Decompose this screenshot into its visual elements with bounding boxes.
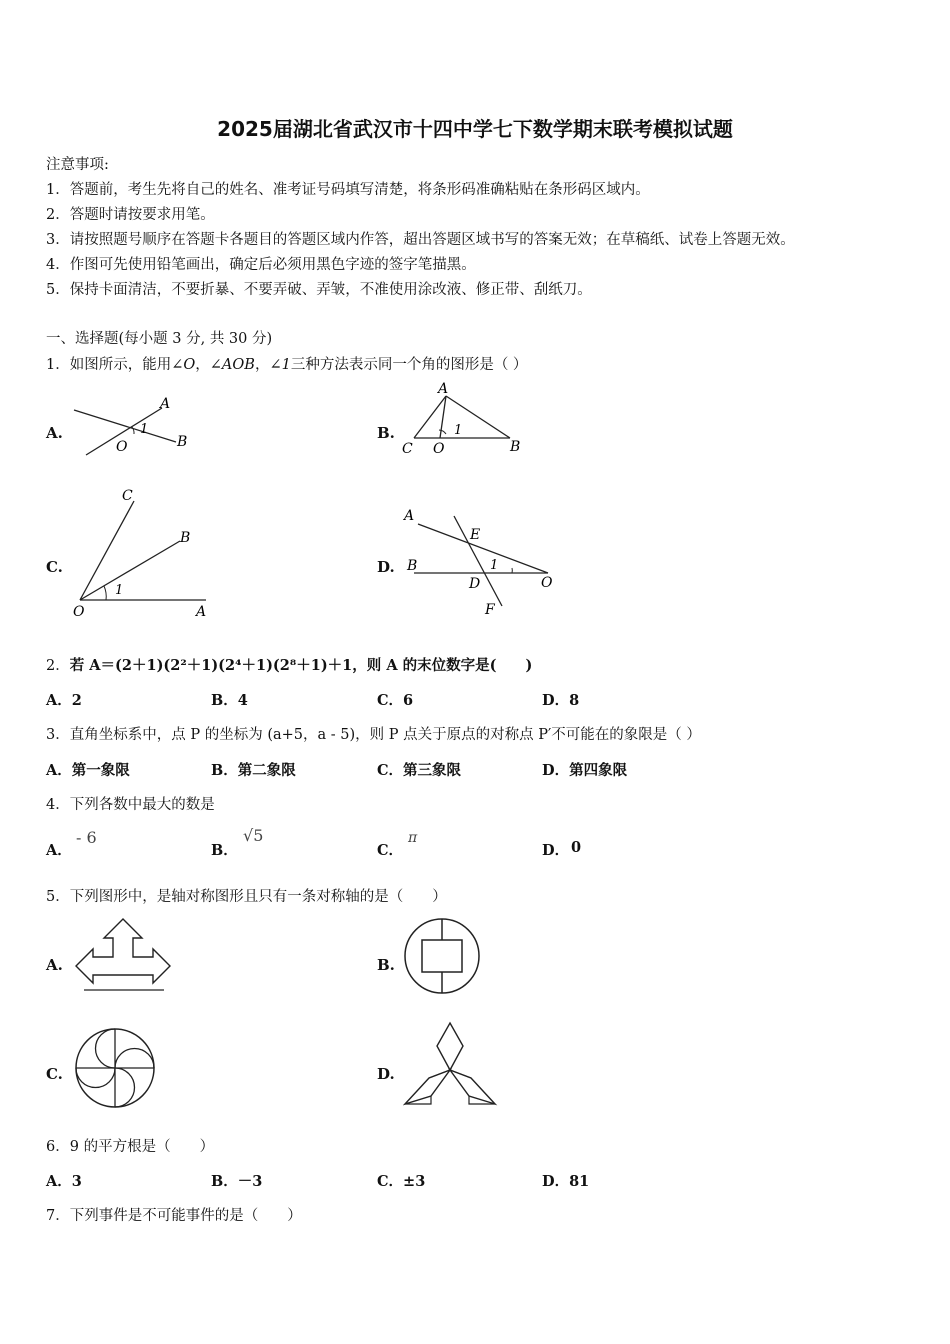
point-label-o: O [433,441,445,457]
question-5 [46,885,447,906]
question-number: 5． [46,889,70,905]
q2-option-c: C．6 [377,692,414,709]
point-label-o: O [116,439,128,455]
q4-option-b-value: √5 [243,826,264,845]
q3-option-c: C．第三象限 [377,762,462,779]
q3-option-b: B．第二象限 [211,762,296,779]
q4-option-d-label: D． [542,842,570,859]
question-text: 直角坐标系中，点 P 的坐标为 (a+5，a - 5)，则 P 点关于原点的对称点 P′不可能在的象限是（ ） [69,727,701,743]
notice-item: 3．请按照题号顺序在答题卡各题目的答题区域内作答，超出答题区域书写的答案无效；在草稿纸、试卷上答题无效。 [46,232,795,248]
separator: ， [195,357,210,373]
point-label-o: O [73,604,85,620]
swirl-arc [115,1068,135,1107]
question-text: 9 的平方根是（ ） [69,1139,215,1155]
point-label-o: O [541,575,553,591]
question-1 [46,353,527,374]
q4-option-a-value: - 6 [76,828,97,847]
question-number: 3． [46,727,70,743]
separator: ， [254,357,270,373]
rhombus-left [405,1070,450,1104]
option-b-label: B. [377,956,395,974]
question-4 [46,793,215,814]
point-label-c: C [122,488,133,504]
question-number: 2． [46,658,70,674]
question-number: 1． [46,357,70,373]
angle-label-1: 1 [454,423,463,438]
point-label-a: A [160,396,171,412]
figure-q5-c [73,1026,157,1110]
option-c-label: C. [46,558,63,576]
angle-o: ∠O [171,357,196,373]
question-text: 若 A＝(2＋1)(2²＋1)(2⁴＋1)(2⁸＋1)＋1，则 A 的末位数字是( ) [69,657,533,674]
question-text: 下列事件是不可能事件的是（ ） [69,1208,302,1224]
question-2 [46,654,532,675]
option-a-label: A. [46,424,63,442]
point-label-b: B [407,558,418,574]
option-d-label: D. [377,1065,395,1083]
q2-option-a: A．2 [46,692,82,709]
q2-option-d: D．8 [542,692,580,709]
q6-option-c: C．±3 [377,1173,426,1190]
ray-ob [80,541,180,600]
q2-option-b: B．4 [211,692,248,709]
notice-item: 1．答题前，考生先将自己的姓名、准考证号码填写清楚，将条形码准确粘贴在条形码区域内。 [46,182,650,198]
figure-q1-b [398,380,528,460]
figure-q5-b [402,914,484,998]
point-label-a: A [438,381,449,397]
arrow-shape [76,919,170,983]
q3-option-a: A．第一象限 [46,762,130,779]
figure-q1-d [398,500,563,620]
q6-option-b: B．－3 [211,1173,263,1190]
swirl-arc [76,1068,115,1088]
angle-arc [132,427,134,434]
angle-aob: ∠AOB [209,357,255,373]
option-b-label: B. [377,424,395,442]
question-6 [46,1135,214,1156]
q6-option-a: A．3 [46,1173,82,1190]
figure-q1-a [70,390,200,465]
angle-label-1: 1 [115,583,124,598]
ray-oc [80,501,134,600]
figure-q1-c [70,485,215,620]
angle-label-1: 1 [140,422,149,437]
rhombus-right [450,1070,495,1104]
question-text: 下列各数中最大的数是 [69,797,215,813]
angle-1: ∠1 [269,357,291,373]
line-ob [74,410,176,442]
point-label-e: E [470,527,481,543]
section-heading: 一、选择题(每小题 3 分, 共 30 分) [46,331,273,347]
question-number: 6． [46,1139,70,1155]
point-label-b: B [510,439,521,455]
notice-heading: 注意事项: [46,157,109,173]
q4-option-a-label: A． [46,842,72,859]
angle-label-1: 1 [490,558,499,573]
option-c-label: C. [46,1065,63,1083]
question-text: 三种方法表示同一个角的图形是（ ） [290,357,528,373]
q3-option-d: D．第四象限 [542,762,628,779]
q4-option-d-value: 0 [571,839,582,856]
notice-item: 4．作图可先使用铅笔画出，确定后必须用黑色字迹的签字笔描黑。 [46,257,476,273]
option-d-label: D. [377,558,395,576]
angle-arc [104,586,106,600]
question-number: 4． [46,797,70,813]
point-label-a: A [196,604,207,620]
swirl-arc [96,1029,116,1068]
question-text: 下列图形中，是轴对称图形且只有一条对称轴的是（ ） [69,889,447,905]
figure-q5-d [403,1020,499,1110]
point-label-a: A [404,508,415,524]
point-label-c: C [402,441,413,457]
question-number: 7． [46,1208,70,1224]
point-label-b: B [177,434,188,450]
question-text: 如图所示，能用 [69,357,172,373]
line-ao [418,524,548,573]
point-label-f: F [485,602,495,618]
q6-option-d: D．81 [542,1173,590,1190]
question-3 [46,723,701,744]
notice-item: 5．保持卡面清洁，不要折暴、不要弄破、弄皱，不准使用涂改液、修正带、刮纸刀。 [46,282,592,298]
rhombus-top [437,1023,463,1070]
swirl-arc [115,1049,154,1069]
q4-option-c-label: C． [377,842,404,859]
q4-option-b-label: B． [211,842,238,859]
q4-option-c-value: π [408,830,418,846]
page-title: 2025届湖北省武汉市十四中学七下数学期末联考模拟试题 [217,117,733,141]
point-label-b: B [180,530,191,546]
notice-item: 2．答题时请按要求用笔。 [46,207,215,223]
question-7 [46,1204,302,1225]
figure-q5-a [74,915,174,997]
option-a-label: A. [46,956,63,974]
inner-square [422,940,462,972]
point-label-d: D [469,576,481,592]
